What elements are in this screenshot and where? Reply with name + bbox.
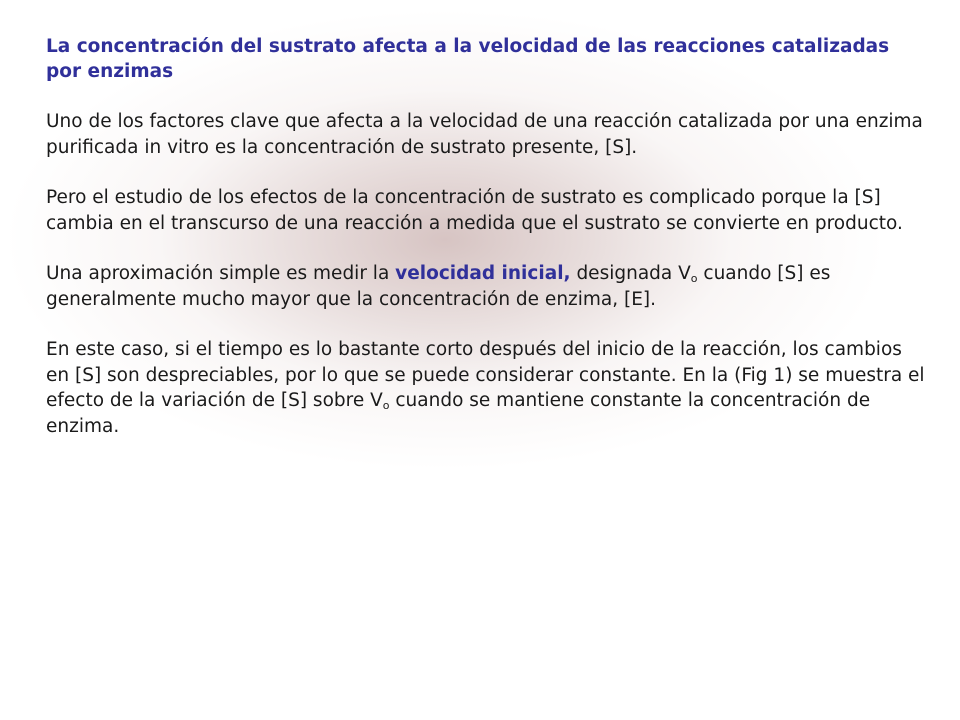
- highlight-initial-velocity: velocidad inicial,: [395, 263, 571, 284]
- text-segment: cuando se mantiene constante la concentración de enzima.: [46, 390, 871, 437]
- spacer: [46, 312, 926, 337]
- paragraph-substrate-concentration: Uno de los factores clave que afecta a la velocidad de una reacción catalizada por una enzima purificada in vitro es la concentración de sustrato presente, [S].: [46, 111, 923, 158]
- slide-content: [46, 34, 926, 439]
- spacer: [46, 84, 926, 109]
- spacer: [46, 236, 926, 261]
- slide-title: La concentración del sustrato afecta a la velocidad de las reacciones catalizadas por enzimas: [46, 36, 890, 82]
- subscript-o: o: [382, 399, 390, 412]
- spacer: [46, 160, 926, 185]
- text-segment: designada V: [570, 263, 691, 284]
- paragraph-constant-substrate: [46, 337, 926, 439]
- text-segment: Una aproximación simple es medir la: [46, 263, 396, 284]
- paragraph-substrate-complication: Pero el estudio de los efectos de la concentración de sustrato es complicado porque la [S] cambia en el transcurso de una reacción a medida que el sustrato se convierte en producto.: [46, 187, 903, 234]
- text-segment: cuando [S] es generalmente mucho mayor que la concentración de enzima, [E].: [46, 263, 831, 310]
- text-segment: En este caso, si el tiempo es lo bastante corto después del inicio de la reacción, los cambios en [S] son despreciables, por lo que se puede considerar constante. En la (Fig 1) se muestra el efecto de la variación de [S] sobre V: [46, 339, 925, 411]
- subscript-o: o: [690, 272, 698, 285]
- paragraph-initial-velocity: [46, 261, 926, 312]
